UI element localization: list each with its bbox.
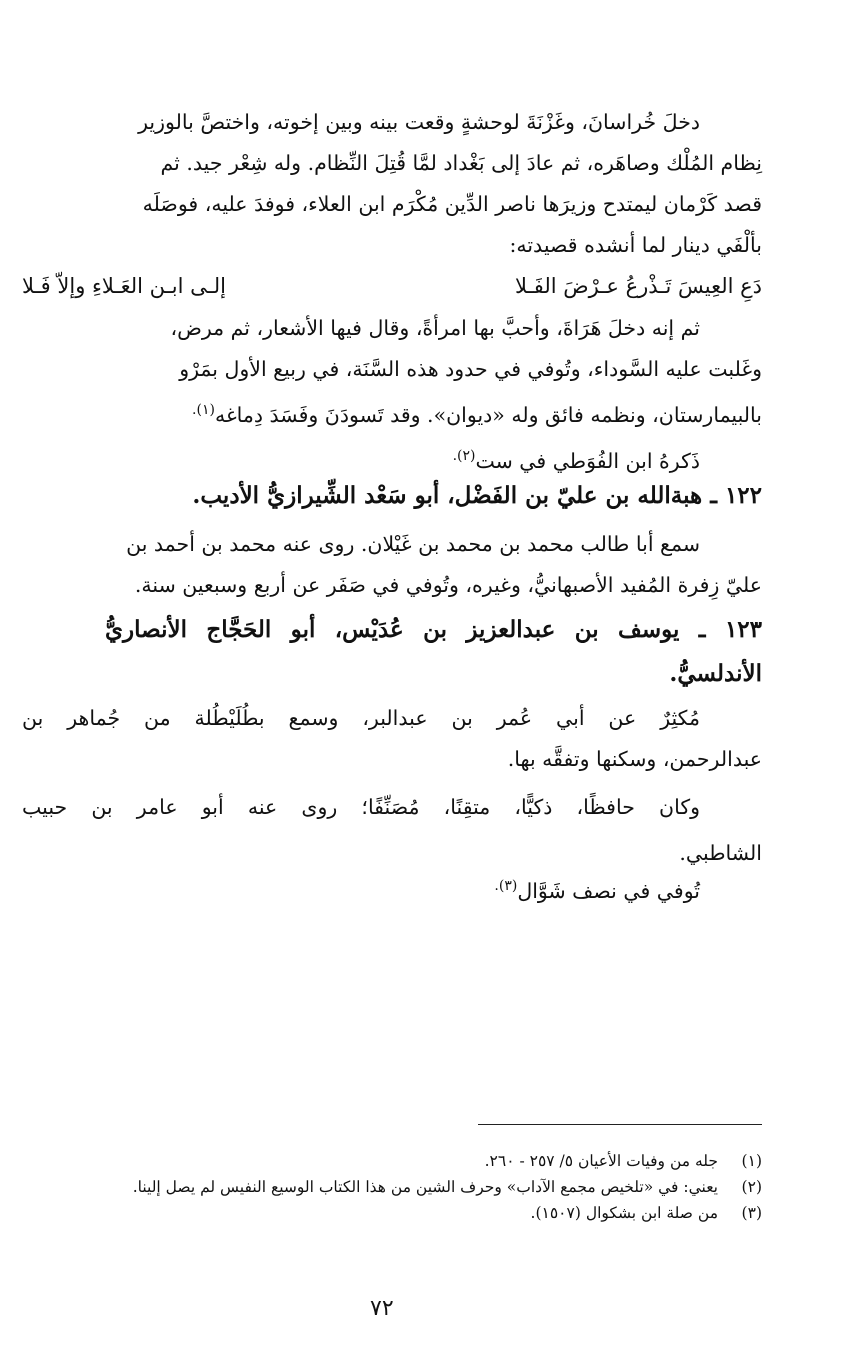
footnote-text: يعني: في «تلخيص مجمع الآداب» وحرف الشين من هذا الكتاب الوسيع النفيس لم يصل إلينا.	[132, 1178, 718, 1196]
footnote-ref-1: (١).	[192, 402, 215, 418]
poem-hemistich-first: دَعِ العِيسَ تَـذْرعُ عـرْضَ الفَـلا	[515, 274, 762, 298]
text-line: عليّ زِفرة المُفيد الأصبهانيُّ، وغيره، وتُوفي في صَفَر عن أربع وسبعين سنة.	[134, 573, 762, 597]
text-run: بالبيمارستان، ونظمه فائق وله «ديوان». وقد تَسودَنَ وفَسَدَ دِماغه	[214, 402, 762, 427]
page-number: ٧٢	[370, 1296, 394, 1321]
text-run: ذَكرهُ ابن الفُوَطي في ست	[475, 448, 700, 473]
text-run: تُوفي في نصف شَوَّال	[517, 878, 700, 903]
footnote-number: (١)	[741, 1152, 762, 1170]
footnote-2	[6, 1174, 762, 1200]
entry-122-heading: ١٢٢ ـ هبةالله بن عليّ بن الفَضْل، أبو سَعْد الشِّيرازيُّ الأديب.	[192, 482, 762, 509]
text-line: عبدالرحمن، وسكنها وتفقَّه بها.	[507, 747, 762, 771]
footnote-3	[6, 1200, 762, 1226]
footnote-1	[6, 1148, 762, 1174]
footnote-number: (٣)	[741, 1204, 762, 1222]
entry-121-paragraph-1	[22, 102, 762, 266]
footnote-text: جله من وفيات الأعيان ٥/ ٢٥٧ - ٢٦٠.	[484, 1152, 718, 1170]
footnote-separator	[478, 1124, 762, 1125]
footnote-number: (٢)	[741, 1178, 762, 1196]
footnote-text: من صلة ابن بشكوال (١٥٠٧).	[530, 1204, 718, 1222]
poem-hemistich-second: إلـى ابـن العَـلاءِ وإلاّ فَـلا	[22, 274, 227, 298]
text-line: بألْفَي دينار لما أنشده قصيدته:	[509, 233, 762, 257]
text-line	[22, 390, 762, 436]
poem-verse	[22, 266, 762, 307]
text-line: الشاطبي.	[679, 841, 762, 865]
footnote-ref-3: (٣).	[494, 878, 518, 894]
text-line: وغَلبت عليه السَّوداء، وتُوفي في حدود هذه السَّنَة، في ربيع الأول بمَرْو	[179, 357, 762, 381]
entry-123-heading-line-1: ١٢٣ ـ يوسف بن عبدالعزيز بن عُدَيْس، أبو الحَجَّاج الأنصاريُّ	[105, 616, 762, 643]
footnotes	[6, 1148, 762, 1226]
text-line: ثم إنه دخلَ هَرَاةَ، وأحبَّ بها امرأةً، وقال فيها الأشعار، ثم مرض،	[170, 316, 700, 340]
entry-123-heading-line-2: الأندلسيُّ.	[669, 660, 762, 687]
entry-123-paragraph-2	[22, 784, 762, 876]
entry-122-paragraph	[22, 524, 762, 606]
text-line: سمع أبا طالب محمد بن محمد بن غَيْلان. روى عنه محمد بن أحمد بن	[126, 532, 700, 556]
text-line: قصد كَرْمان ليمتدح وزيرَها ناصر الدِّين مُكْرَم ابن العلاء، فوفدَ عليه، فوصَلَه	[142, 192, 762, 216]
entry-121-paragraph-2	[22, 308, 762, 482]
text-line: مُكثِرٌ عن أبي عُمر بن عبدالبر، وسمع بطُلَيْطُلة من جُماهر بن	[22, 706, 700, 730]
text-line: دخلَ خُراسانَ، وغَزْنَةَ لوحشةٍ وقعت بينه وبين إخوته، واختصَّ بالوزير	[138, 110, 700, 134]
entry-123-death-line	[494, 866, 700, 912]
footnote-ref-2: (٢).	[452, 447, 476, 464]
text-line: نِظام المُلْك وصاهَره، ثم عادَ إلى بَغْداد لمَّا قُتِلَ النِّظام. وله شِعْر جيد. ثم	[160, 151, 762, 175]
text-line: وكان حافظًا، ذكيًّا، متقِنًا، مُصَنِّفًا؛ روى عنه أبو عامر بن حبيب	[22, 795, 700, 819]
entry-123-paragraph-1	[22, 698, 762, 780]
